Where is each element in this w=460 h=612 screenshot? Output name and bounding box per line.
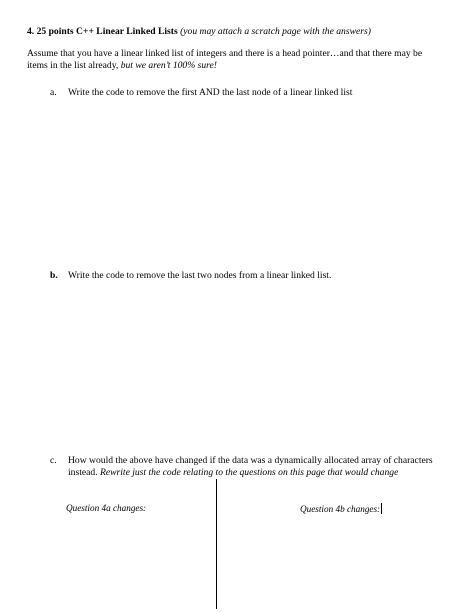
part-c [50,455,440,495]
part-c-italic: Rewrite just the code relating to the questions on this page that would change [99,466,399,478]
answer-column-4a-label: Question 4a changes: [66,503,147,513]
part-c-label: c. [50,455,57,466]
text-cursor [381,503,382,514]
part-a-text: Write the code to remove the first AND the last node of a linear linked list [68,87,353,98]
question-intro [27,48,437,71]
part-b [50,270,430,282]
column-divider [216,479,217,609]
question-note: (you may attach a scratch page with the answers) [180,26,371,37]
part-b-label: b. [50,270,58,281]
part-a [50,87,430,99]
part-b-text: Write the code to remove the last two nodes from a linear linked list. [68,270,332,281]
intro-text: Assume that you have a linear linked list of integers and there is a head pointer…and that there may be items in the list already, [27,48,423,71]
part-c-text: How would the above have changed if the data was a dynamically allocated array of characters instead. [68,455,433,478]
intro-italic: but we aren’t 100% sure! [120,59,217,71]
question-title: 4. 25 points C++ Linear Linked Lists [27,26,178,37]
answer-column-4b-label: Question 4b changes: [300,504,381,514]
question-heading [27,26,371,38]
answer-column-4b[interactable] [300,503,382,514]
part-a-label: a. [50,87,57,98]
part-c-body [68,455,438,478]
